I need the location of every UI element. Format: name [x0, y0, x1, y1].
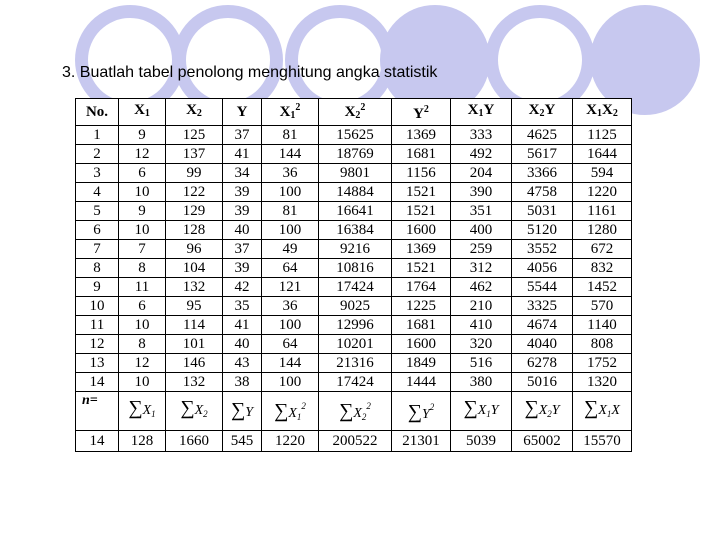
table-cell: 11: [76, 316, 119, 335]
table-cell: 594: [573, 164, 632, 183]
column-header: Y: [223, 99, 262, 126]
sum-formula-cell: ∑Y: [223, 392, 262, 431]
table-cell: 7: [119, 240, 166, 259]
table-cell: 34: [223, 164, 262, 183]
table-cell: 9801: [319, 164, 392, 183]
table-row: [76, 259, 632, 278]
table-cell: 101: [166, 335, 223, 354]
table-cell: 1369: [392, 126, 451, 145]
table-row: [76, 126, 632, 145]
table-cell: 100: [262, 316, 319, 335]
table-cell: 1444: [392, 373, 451, 392]
table-cell: 4758: [512, 183, 573, 202]
table-cell: 38: [223, 373, 262, 392]
table-cell: 1521: [392, 259, 451, 278]
table-cell: 8: [119, 335, 166, 354]
table-cell: 1644: [573, 145, 632, 164]
column-header: $X_1$: [119, 99, 166, 126]
table-row: [76, 183, 632, 202]
table-cell: 18769: [319, 145, 392, 164]
sum-formula-cell: $\sum Y^2$: [392, 392, 451, 431]
table-cell: 1681: [392, 145, 451, 164]
table-cell: 81: [262, 126, 319, 145]
table-cell: 100: [262, 183, 319, 202]
table-cell: 137: [166, 145, 223, 164]
table-cell: 4: [76, 183, 119, 202]
table-body: [76, 126, 632, 452]
table-cell: 4674: [512, 316, 573, 335]
table-cell: 14884: [319, 183, 392, 202]
table-cell: 6: [76, 221, 119, 240]
table-cell: 43: [223, 354, 262, 373]
table-cell: 95: [166, 297, 223, 316]
table-cell: 39: [223, 183, 262, 202]
sum-formula-cell: $\sum X_2^2$: [319, 392, 392, 431]
column-header: No.: [76, 99, 119, 126]
column-header: $X_2$: [166, 99, 223, 126]
table-cell: 144: [262, 145, 319, 164]
helper-table: [75, 98, 632, 452]
table-cell: 10: [76, 297, 119, 316]
total-cell: 21301: [392, 431, 451, 452]
table-row: [76, 335, 632, 354]
table-cell: 14: [76, 373, 119, 392]
column-header: $X_1X_2$: [573, 99, 632, 126]
table-cell: 132: [166, 373, 223, 392]
table-cell: 1161: [573, 202, 632, 221]
table-cell: 516: [451, 354, 512, 373]
table-cell: 259: [451, 240, 512, 259]
table-row: [76, 354, 632, 373]
table-row: [76, 202, 632, 221]
table-cell: 40: [223, 221, 262, 240]
table-cell: 1681: [392, 316, 451, 335]
table-cell: 16384: [319, 221, 392, 240]
table-cell: 5617: [512, 145, 573, 164]
table-cell: 1521: [392, 202, 451, 221]
table-cell: 39: [223, 202, 262, 221]
table-cell: 1600: [392, 221, 451, 240]
table-cell: 64: [262, 335, 319, 354]
table-cell: 6278: [512, 354, 573, 373]
table-cell: 21316: [319, 354, 392, 373]
column-header: $Y^2$: [392, 99, 451, 126]
table-row: [76, 297, 632, 316]
sum-label: n=: [76, 392, 119, 431]
table-cell: 9: [119, 202, 166, 221]
table-cell: 10: [119, 183, 166, 202]
table-cell: 1140: [573, 316, 632, 335]
table-cell: 37: [223, 126, 262, 145]
table-cell: 114: [166, 316, 223, 335]
table-cell: 12: [119, 354, 166, 373]
table-row: [76, 145, 632, 164]
table-cell: 100: [262, 221, 319, 240]
table-cell: 312: [451, 259, 512, 278]
table-cell: 5120: [512, 221, 573, 240]
table-cell: 832: [573, 259, 632, 278]
total-cell: 5039: [451, 431, 512, 452]
table-cell: 146: [166, 354, 223, 373]
table-cell: 6: [119, 297, 166, 316]
table-cell: 380: [451, 373, 512, 392]
table-row: [76, 221, 632, 240]
table-cell: 1849: [392, 354, 451, 373]
table-cell: 144: [262, 354, 319, 373]
totals-row: [76, 431, 632, 452]
table-cell: 4056: [512, 259, 573, 278]
column-header: $X_2Y$: [512, 99, 573, 126]
table-cell: 16641: [319, 202, 392, 221]
total-cell: 128: [119, 431, 166, 452]
table-cell: 351: [451, 202, 512, 221]
table-header-row: [76, 99, 632, 126]
table-cell: 8: [76, 259, 119, 278]
circle-hole-1: [88, 18, 172, 102]
table-cell: 121: [262, 278, 319, 297]
table-cell: 36: [262, 297, 319, 316]
table-cell: 4040: [512, 335, 573, 354]
table-cell: 1521: [392, 183, 451, 202]
table-cell: 9025: [319, 297, 392, 316]
table-cell: 129: [166, 202, 223, 221]
table-cell: 99: [166, 164, 223, 183]
table-row: [76, 373, 632, 392]
sum-formula-row: [76, 392, 632, 431]
sum-formula-cell: $\sum X_1^2$: [262, 392, 319, 431]
total-cell: 545: [223, 431, 262, 452]
table-cell: 4625: [512, 126, 573, 145]
table-cell: 390: [451, 183, 512, 202]
total-cell: 15570: [573, 431, 632, 452]
sum-formula-cell: $\sum X_1$: [119, 392, 166, 431]
table-cell: 410: [451, 316, 512, 335]
table-cell: 11: [119, 278, 166, 297]
table-cell: 10: [119, 373, 166, 392]
table-cell: 1320: [573, 373, 632, 392]
table-cell: 3325: [512, 297, 573, 316]
total-cell: 14: [76, 431, 119, 452]
table-cell: 5031: [512, 202, 573, 221]
table-cell: 96: [166, 240, 223, 259]
table-cell: 12: [119, 145, 166, 164]
table-cell: 3: [76, 164, 119, 183]
table-cell: 10: [119, 316, 166, 335]
table-cell: 1764: [392, 278, 451, 297]
table-cell: 35: [223, 297, 262, 316]
table-cell: 81: [262, 202, 319, 221]
table-cell: 37: [223, 240, 262, 259]
table-cell: 1225: [392, 297, 451, 316]
table-cell: 492: [451, 145, 512, 164]
table-cell: 17424: [319, 373, 392, 392]
column-header: $X_1Y$: [451, 99, 512, 126]
table-cell: 7: [76, 240, 119, 259]
table-cell: 132: [166, 278, 223, 297]
table-cell: 210: [451, 297, 512, 316]
table-cell: 12996: [319, 316, 392, 335]
table-row: [76, 240, 632, 259]
table-cell: 1156: [392, 164, 451, 183]
table-cell: 15625: [319, 126, 392, 145]
table-cell: 3366: [512, 164, 573, 183]
table-cell: 10201: [319, 335, 392, 354]
circle-hole-5: [498, 18, 582, 102]
table-cell: 1452: [573, 278, 632, 297]
table-cell: 17424: [319, 278, 392, 297]
column-header: $X_1^2$: [262, 99, 319, 126]
table-cell: 10816: [319, 259, 392, 278]
table-cell: 42: [223, 278, 262, 297]
table-row: [76, 278, 632, 297]
table-cell: 3552: [512, 240, 573, 259]
circle-hole-2: [186, 18, 270, 102]
table-row: [76, 164, 632, 183]
table-cell: 12: [76, 335, 119, 354]
table-cell: 5016: [512, 373, 573, 392]
table-cell: 320: [451, 335, 512, 354]
total-cell: 1220: [262, 431, 319, 452]
table-cell: 5: [76, 202, 119, 221]
table-cell: 5544: [512, 278, 573, 297]
table-cell: 1369: [392, 240, 451, 259]
table-cell: 1220: [573, 183, 632, 202]
table-cell: 49: [262, 240, 319, 259]
table-cell: 64: [262, 259, 319, 278]
table-cell: 128: [166, 221, 223, 240]
table-cell: 122: [166, 183, 223, 202]
table-cell: 9: [119, 126, 166, 145]
table-cell: 8: [119, 259, 166, 278]
total-cell: 1660: [166, 431, 223, 452]
table-cell: 333: [451, 126, 512, 145]
slide-title: 3. Buatlah tabel penolong menghitung angka statistik: [62, 64, 438, 81]
table-cell: 1752: [573, 354, 632, 373]
table-cell: 125: [166, 126, 223, 145]
table-cell: 41: [223, 145, 262, 164]
table-cell: 1125: [573, 126, 632, 145]
table-cell: 6: [119, 164, 166, 183]
sum-formula-cell: $\sum X_2$: [166, 392, 223, 431]
table-cell: 104: [166, 259, 223, 278]
table-cell: 204: [451, 164, 512, 183]
total-cell: 65002: [512, 431, 573, 452]
table-cell: 1: [76, 126, 119, 145]
sum-formula-cell: $\sum X_1Y$: [451, 392, 512, 431]
table-cell: 40: [223, 335, 262, 354]
circle-hole-3: [298, 18, 382, 102]
table-cell: 41: [223, 316, 262, 335]
table-cell: 13: [76, 354, 119, 373]
table-cell: 672: [573, 240, 632, 259]
table-cell: 808: [573, 335, 632, 354]
total-cell: 200522: [319, 431, 392, 452]
table-cell: 1280: [573, 221, 632, 240]
table-cell: 10: [119, 221, 166, 240]
table-row: [76, 316, 632, 335]
table-cell: 570: [573, 297, 632, 316]
table-cell: 9216: [319, 240, 392, 259]
table-cell: 36: [262, 164, 319, 183]
table-cell: 2: [76, 145, 119, 164]
column-header: $X_2^2$: [319, 99, 392, 126]
table-cell: 1600: [392, 335, 451, 354]
table-cell: 462: [451, 278, 512, 297]
sum-formula-cell: $\sum X_1X$: [573, 392, 632, 431]
sum-formula-cell: $\sum X_2Y$: [512, 392, 573, 431]
table-cell: 9: [76, 278, 119, 297]
table-cell: 400: [451, 221, 512, 240]
table-cell: 39: [223, 259, 262, 278]
table-cell: 100: [262, 373, 319, 392]
